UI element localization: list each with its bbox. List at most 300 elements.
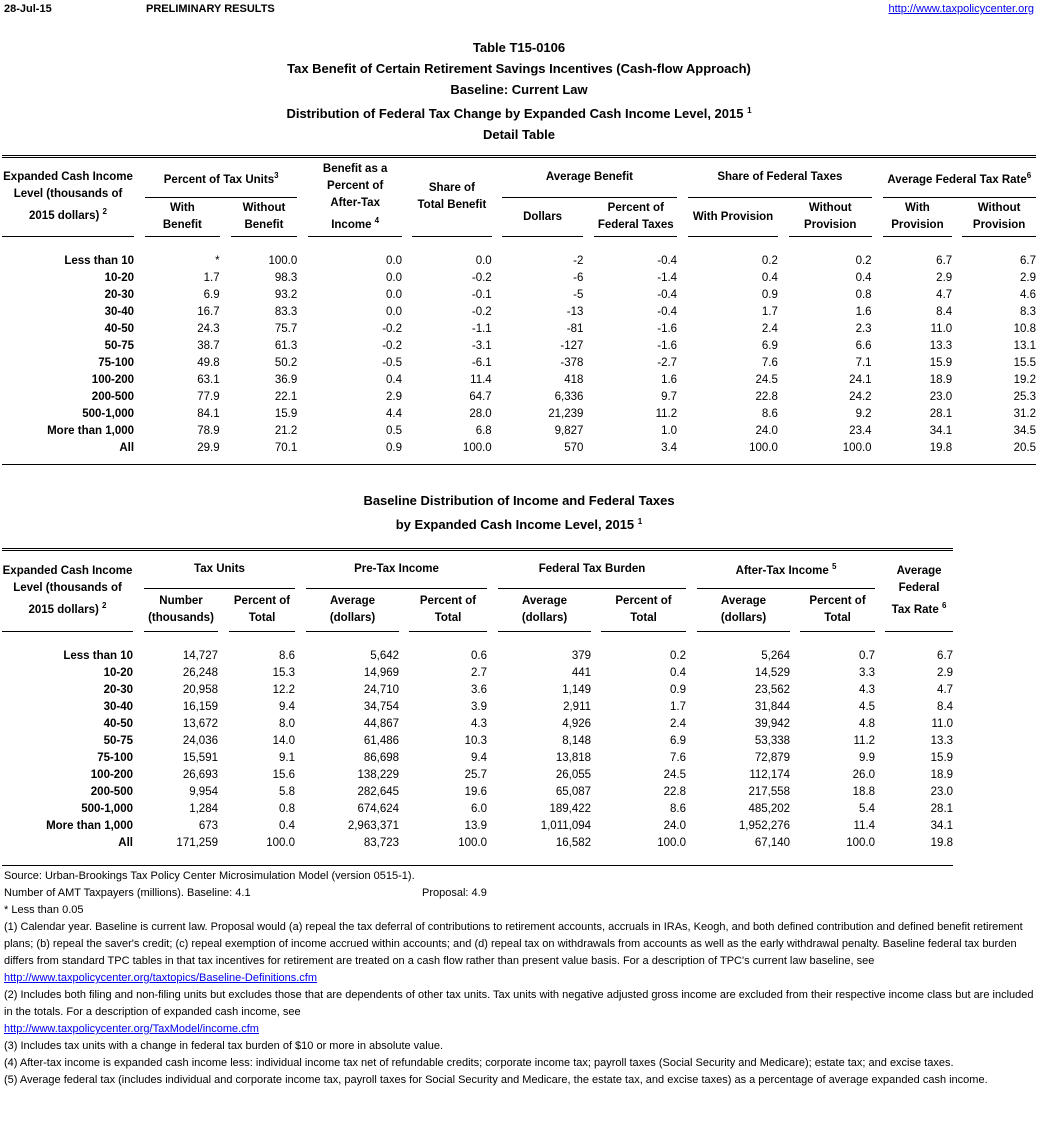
gap-cell — [686, 665, 697, 682]
gap-cell — [295, 750, 306, 767]
gap-cell — [399, 648, 409, 665]
cell-value: 8.4 — [937, 701, 954, 713]
gap-cell — [402, 304, 412, 321]
cell-value: 13.3 — [930, 735, 954, 747]
cell-value: -0.4 — [657, 289, 678, 301]
header-date: 28-Jul-15 — [4, 3, 52, 15]
cell-value: 6.7 — [1020, 255, 1036, 267]
gap-cell — [297, 287, 308, 304]
gap-cell — [218, 750, 229, 767]
gap-cell — [790, 733, 800, 750]
cell-value: 100.0 — [846, 837, 876, 849]
col-header-burden-avg: Average (dollars) — [498, 588, 591, 631]
gap-cell — [133, 682, 144, 699]
tax-change-table — [2, 155, 1036, 457]
cell-value: 61,486 — [363, 735, 400, 747]
cell-value: 24.3 — [197, 323, 220, 335]
col-header-pretax-pct: Percent of Total — [409, 588, 487, 631]
cell-value: 24.0 — [755, 425, 778, 437]
cell-value: -1.6 — [657, 340, 678, 352]
cell-value: 1,952,276 — [738, 820, 791, 832]
spacer-row — [2, 632, 953, 648]
cell-value: 34.1 — [930, 820, 954, 832]
gap-cell — [790, 750, 800, 767]
cell-value: 2.7 — [471, 667, 488, 679]
gap-cell — [591, 767, 601, 784]
gap-cell — [220, 321, 231, 338]
cell-value: 2.3 — [855, 323, 872, 335]
cell-value: 6.9 — [761, 340, 778, 352]
row-label: 40-50 — [104, 323, 135, 335]
cell-value: 72,879 — [754, 752, 791, 764]
gap-cell — [218, 716, 229, 733]
gap-cell — [399, 801, 409, 818]
cell-value: 13,818 — [555, 752, 592, 764]
gap-cell — [487, 835, 498, 852]
gap-cell — [686, 733, 697, 750]
gap-cell — [399, 716, 409, 733]
cell-value: 0.6 — [471, 650, 488, 662]
footnote-1: (1) Calendar year. Baseline is current law. Proposal would (a) repeal the tax deferral of contributions to retirement accounts, accruals in IRAs, Keogh, and both defined contribution and defined benefit retirement plans; (b) repeal the saver's credit; (c) repeal exemption of income accrued within accounts; and (d) repeal tax on withdrawals from accounts as well as the early withdrawal penalty. Baseline federal tax burden differs from standard TPC tables in that tax incentives for retirement are treated on a cash flow rather than present value basis. For a description of TPC's current law baseline, see — [4, 921, 1023, 967]
cell-value: 6.8 — [475, 425, 492, 437]
cell-value: 9.7 — [661, 391, 678, 403]
cell-value: 25.3 — [1013, 391, 1036, 403]
cell-value: 7.6 — [670, 752, 687, 764]
gap-cell — [583, 253, 594, 270]
gap-cell — [399, 699, 409, 716]
cell-value: 14,529 — [754, 667, 791, 679]
gap-cell — [402, 253, 412, 270]
gap-cell — [952, 253, 962, 270]
row-label: 10-20 — [104, 272, 135, 284]
gap-cell — [220, 270, 231, 287]
gap-cell — [295, 716, 306, 733]
table-row — [2, 287, 1036, 304]
cell-value: 70.1 — [274, 442, 298, 454]
gap-cell — [487, 733, 498, 750]
table-row — [2, 699, 953, 716]
page-header — [4, 3, 1034, 19]
cell-value: 24.2 — [849, 391, 872, 403]
cell-value: 64.7 — [469, 391, 492, 403]
gap-cell — [686, 835, 697, 852]
cell-value: -1.1 — [471, 323, 492, 335]
gap-cell — [492, 287, 502, 304]
cell-value: 9.4 — [471, 752, 488, 764]
cell-value: 2.4 — [761, 323, 778, 335]
cell-value: 24.5 — [755, 374, 778, 386]
gap-cell — [297, 355, 308, 372]
gap-cell — [872, 321, 883, 338]
row-label: 50-75 — [104, 340, 135, 352]
gap-cell — [583, 440, 594, 457]
cell-value: 674,624 — [357, 803, 400, 815]
gap-cell — [591, 682, 601, 699]
gap-cell — [295, 818, 306, 835]
gap-cell — [295, 682, 306, 699]
gap-cell — [778, 389, 789, 406]
gap-cell — [133, 733, 144, 750]
cell-value: 24,710 — [363, 684, 400, 696]
gap-cell — [677, 440, 688, 457]
gap-cell — [399, 665, 409, 682]
gap-cell — [220, 406, 231, 423]
cell-value: 26,055 — [555, 769, 592, 781]
gap-cell — [952, 304, 962, 321]
table-row — [2, 801, 953, 818]
footnote-2: (2) Includes both filing and non-filing units but excludes those that are dependents of other tax units. Tax units with negative adjusted gross income are excluded from their respective income class but are included in the totals. For a description of expanded cash income, see — [4, 989, 1034, 1018]
gap-cell — [487, 750, 498, 767]
cell-value: 0.4 — [279, 820, 296, 832]
cell-value: 0.8 — [855, 289, 872, 301]
cell-value: 6.6 — [855, 340, 872, 352]
cell-value: 0.4 — [670, 667, 687, 679]
gap-cell — [677, 304, 688, 321]
cell-value: 5.8 — [279, 786, 296, 798]
gap-cell — [133, 750, 144, 767]
cell-value: 29.9 — [197, 442, 220, 454]
gap-cell — [295, 801, 306, 818]
gap-cell — [875, 699, 885, 716]
cell-value: 4.4 — [386, 408, 403, 420]
gap-cell — [591, 648, 601, 665]
cell-value: 24.1 — [849, 374, 872, 386]
gap-cell — [220, 389, 231, 406]
cell-value: 6,336 — [554, 391, 584, 403]
gap-cell — [220, 338, 231, 355]
cell-value: 3.6 — [471, 684, 488, 696]
cell-value: 0.2 — [670, 650, 687, 662]
cell-value: 14,969 — [363, 667, 400, 679]
cell-value: 1,149 — [562, 684, 592, 696]
cell-value: 26,693 — [182, 769, 218, 781]
cell-value: 0.4 — [386, 374, 403, 386]
gap-cell — [952, 389, 962, 406]
table-row — [2, 321, 1036, 338]
cell-value: 1.0 — [661, 425, 678, 437]
cell-value: 15,591 — [182, 752, 218, 764]
gap-cell — [875, 835, 885, 852]
row-label: 100-200 — [91, 374, 135, 386]
gap-cell — [677, 287, 688, 304]
col-header-aftertax-pct: Percent of Total — [800, 588, 875, 631]
gap-cell — [297, 253, 308, 270]
gap-cell — [402, 355, 412, 372]
table-row — [2, 818, 953, 835]
gap-cell — [487, 767, 498, 784]
gap-cell — [134, 270, 145, 287]
gap-cell — [686, 818, 697, 835]
cell-value: 39,942 — [754, 718, 791, 730]
gap-cell — [686, 648, 697, 665]
cell-value: 0.9 — [761, 289, 778, 301]
gap-cell — [220, 304, 231, 321]
cell-value: -3.1 — [471, 340, 492, 352]
gap-cell — [399, 818, 409, 835]
gap-cell — [677, 253, 688, 270]
gap-cell — [591, 716, 601, 733]
row-label: 40-50 — [103, 718, 133, 730]
cell-value: 7.6 — [761, 357, 778, 369]
row-label: 500-1,000 — [81, 803, 133, 815]
col-header-rate-with-provision: With Provision — [883, 198, 953, 237]
col-header-tax-units: Tax Units — [144, 550, 295, 589]
col-header-share-with-provision: With Provision — [688, 198, 778, 237]
cell-value: 28.0 — [469, 408, 492, 420]
gap-cell — [297, 372, 308, 389]
col-header-units-pct-total: Percent of Total — [229, 588, 295, 631]
table-row — [2, 750, 953, 767]
cell-value: 31.2 — [1013, 408, 1036, 420]
baseline-definitions-link[interactable]: http://www.taxpolicycenter.org/taxtopics/Baseline-Definitions.cfm — [4, 972, 318, 984]
table-baseline: Baseline: Current Law — [450, 82, 588, 97]
gap-cell — [487, 818, 498, 835]
gap-cell — [133, 801, 144, 818]
gap-cell — [220, 355, 231, 372]
gap-cell — [487, 648, 498, 665]
row-label: 75-100 — [97, 752, 133, 764]
row-label: Less than 10 — [63, 650, 133, 662]
gap-cell — [402, 321, 412, 338]
cell-value: -0.2 — [471, 272, 492, 284]
gap-cell — [218, 835, 229, 852]
gap-cell — [591, 784, 601, 801]
col-header-share-without-provision: Without Provision — [789, 198, 872, 237]
gap-cell — [133, 716, 144, 733]
cell-value: -0.2 — [382, 323, 403, 335]
cell-value: -0.4 — [657, 255, 678, 267]
cell-value: 67,140 — [754, 837, 791, 849]
baseline-distribution-table — [2, 548, 953, 852]
cell-value: 4.7 — [936, 289, 953, 301]
gap-cell — [952, 287, 962, 304]
gap-cell — [872, 304, 883, 321]
header-url-link[interactable]: http://www.taxpolicycenter.org — [888, 3, 1034, 15]
cell-value: 0.0 — [386, 255, 403, 267]
gap-cell — [790, 648, 800, 665]
cell-value: 21,239 — [548, 408, 584, 420]
cell-value: 3.3 — [859, 667, 876, 679]
cell-value: 0.0 — [475, 255, 492, 267]
cell-value: 98.3 — [274, 272, 298, 284]
gap-cell — [295, 835, 306, 852]
cell-value: 19.8 — [929, 442, 953, 454]
gap-cell — [492, 423, 502, 440]
table-row — [2, 406, 1036, 423]
table-id: Table T15-0106 — [472, 40, 566, 55]
cell-value: 13,672 — [182, 718, 218, 730]
gap-cell — [583, 372, 594, 389]
cell-value: 8.0 — [279, 718, 296, 730]
col-header-avg-fed-tax-rate: Average Federal Tax Rate$^6$ — [883, 157, 1036, 198]
row-label: 100-200 — [90, 769, 133, 781]
cell-value: 9.4 — [279, 701, 296, 713]
cell-value: 441 — [571, 667, 592, 679]
cell-value: 77.9 — [197, 391, 220, 403]
gap-cell — [591, 835, 601, 852]
gap-cell — [487, 716, 498, 733]
cell-value: 5,642 — [370, 650, 400, 662]
cell-value: 28.1 — [930, 803, 954, 815]
source-note: Source: Urban-Brookings Tax Policy Center Microsimulation Model (version 0515-1). — [4, 870, 415, 882]
cell-value: 6.0 — [471, 803, 488, 815]
gap-cell — [295, 648, 306, 665]
gap-cell — [778, 440, 789, 457]
col-header-share-fed-taxes: Share of Federal Taxes — [688, 157, 871, 198]
gap-cell — [790, 784, 800, 801]
gap-cell — [402, 423, 412, 440]
gap-cell — [220, 423, 231, 440]
gap-cell — [952, 440, 962, 457]
gap-cell — [952, 372, 962, 389]
cell-value: 100.0 — [462, 442, 492, 454]
cell-value: 9,827 — [554, 425, 584, 437]
gap-cell — [778, 338, 789, 355]
gap-cell — [492, 253, 502, 270]
gap-cell — [297, 389, 308, 406]
gap-cell — [677, 338, 688, 355]
gap-cell — [583, 389, 594, 406]
table-row — [2, 253, 1036, 270]
table-row — [2, 733, 953, 750]
gap-cell — [591, 750, 601, 767]
col-header-with-benefit: With Benefit — [145, 198, 220, 237]
gap-cell — [686, 716, 697, 733]
gap-cell — [134, 338, 145, 355]
cell-value: 22.8 — [755, 391, 778, 403]
cell-value: 84.1 — [197, 408, 220, 420]
gap-cell — [790, 801, 800, 818]
cell-value: 21.2 — [274, 425, 298, 437]
cell-value: 13.3 — [929, 340, 953, 352]
gap-cell — [487, 784, 498, 801]
col-header-number: Number (thousands) — [144, 588, 218, 631]
cell-value: 4.6 — [1020, 289, 1036, 301]
gap-cell — [399, 767, 409, 784]
gap-cell — [583, 406, 594, 423]
row-label: 20-30 — [104, 289, 135, 301]
gap-cell — [399, 750, 409, 767]
cell-value: 9.9 — [859, 752, 876, 764]
gap-cell — [134, 253, 145, 270]
table-titles — [0, 37, 1038, 145]
col-header-pretax-income: Pre-Tax Income — [306, 550, 487, 589]
spacer-row — [2, 237, 1036, 253]
cell-value: 15.6 — [272, 769, 296, 781]
gap-cell — [778, 253, 789, 270]
gap-cell — [218, 818, 229, 835]
cell-value: 2.9 — [386, 391, 403, 403]
row-label: 500-1,000 — [82, 408, 135, 420]
gap-cell — [952, 321, 962, 338]
cell-value: 13.9 — [464, 820, 488, 832]
cell-value: 100.0 — [749, 442, 778, 454]
cell-value: 18.9 — [930, 769, 954, 781]
gap-cell — [133, 767, 144, 784]
cell-value: 15.9 — [274, 408, 298, 420]
footnote-ref: 1 — [747, 106, 752, 115]
cell-value: 50.2 — [274, 357, 298, 369]
gap-cell — [875, 682, 885, 699]
cell-value: 10.3 — [464, 735, 488, 747]
cell-value: -0.1 — [471, 289, 492, 301]
gap-cell — [872, 253, 883, 270]
row-label: All — [118, 837, 133, 849]
cell-value: 3.4 — [661, 442, 678, 454]
gap-cell — [686, 801, 697, 818]
gap-cell — [872, 389, 883, 406]
footnote-ref: 1 — [637, 517, 643, 526]
gap-cell — [952, 338, 962, 355]
cell-value: 22.1 — [274, 391, 298, 403]
gap-cell — [402, 270, 412, 287]
cell-value: 379 — [571, 650, 592, 662]
table-row — [2, 835, 953, 852]
gap-cell — [778, 372, 789, 389]
gap-cell — [686, 784, 697, 801]
gap-cell — [778, 406, 789, 423]
table-row — [2, 304, 1036, 321]
gap-cell — [399, 835, 409, 852]
cell-value: 11.4 — [853, 820, 876, 832]
gap-cell — [295, 767, 306, 784]
cell-value: 13.1 — [1013, 340, 1036, 352]
cell-value: -13 — [566, 306, 584, 318]
cell-value: -0.2 — [471, 306, 492, 318]
cell-value: 83,723 — [363, 837, 400, 849]
cell-value: 19.6 — [464, 786, 488, 798]
col-header-after-tax-income: After-Tax Income $^5$ — [697, 550, 875, 589]
gap-cell — [583, 423, 594, 440]
col-header-pct-fed-taxes: Percent of Federal Taxes — [594, 198, 677, 237]
cell-value: 36.9 — [274, 374, 298, 386]
cell-value: 19.8 — [930, 837, 954, 849]
gap-cell — [686, 682, 697, 699]
cell-value: 0.2 — [761, 255, 778, 267]
gap-cell — [218, 682, 229, 699]
income-model-link[interactable]: http://www.taxpolicycenter.org/TaxModel/income.cfm — [4, 1023, 259, 1035]
row-label: More than 1,000 — [47, 425, 135, 437]
cell-value: 8.4 — [936, 306, 953, 318]
gap-cell — [487, 665, 498, 682]
gap-cell — [133, 818, 144, 835]
cell-value: 86,698 — [363, 752, 400, 764]
cell-value: -5 — [573, 289, 584, 301]
cell-value: 9.2 — [855, 408, 872, 420]
cell-value: 1.6 — [661, 374, 678, 386]
cell-value: 0.0 — [386, 272, 403, 284]
gap-cell — [591, 699, 601, 716]
gap-cell — [583, 321, 594, 338]
cell-value: 0.2 — [855, 255, 872, 267]
gap-cell — [220, 372, 231, 389]
gap-cell — [402, 389, 412, 406]
cell-value: 100.0 — [458, 837, 488, 849]
gap-cell — [583, 338, 594, 355]
cell-value: 15.9 — [929, 357, 953, 369]
cell-value: -1.6 — [657, 323, 678, 335]
gap-cell — [872, 287, 883, 304]
table-row — [2, 682, 953, 699]
cell-value: 485,202 — [748, 803, 791, 815]
cell-value: 1,011,094 — [540, 820, 592, 832]
cell-value: 0.7 — [859, 650, 876, 662]
table-row — [2, 372, 1036, 389]
table-row — [2, 389, 1036, 406]
row-label: 30-40 — [104, 306, 135, 318]
cell-value: 100.0 — [266, 837, 296, 849]
gap-cell — [790, 835, 800, 852]
